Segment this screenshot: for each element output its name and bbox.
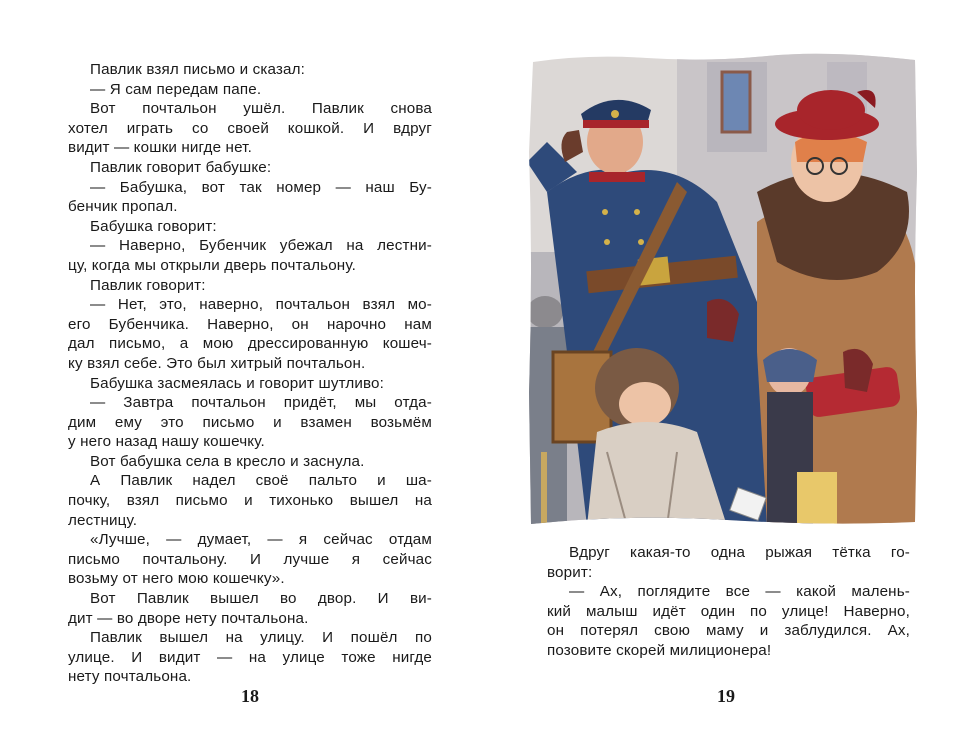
text-line: видит — кошки нигде нет. — [68, 139, 252, 157]
text-line: его Бубенчика. Наверно, он нарочно нам — [68, 315, 432, 333]
text-line: Бабушка засмеялась и говорит шутливо: — [90, 374, 385, 392]
text-line: хотел играть со своей кошкой. И вдруг — [68, 119, 432, 137]
left-page-text — [68, 60, 432, 687]
text-line: кий малыш идёт один по улице! Наверно, — [547, 602, 910, 620]
text-line: Вдруг какая-то одна рыжая тётка го- — [569, 544, 910, 561]
text-line: Бабушка говорит: — [90, 217, 217, 235]
right-page — [489, 0, 978, 732]
building-window — [722, 72, 750, 132]
right-page-text — [547, 543, 910, 661]
text-line: — Я сам передам папе. — [90, 80, 262, 98]
text-line: возьму от него мою кошечку». — [68, 570, 285, 588]
text-line: Павлик говорит: — [90, 276, 206, 294]
text-line: у него назад нашу кошечку. — [68, 433, 265, 451]
text-line: дал письмо, а мою дрессированную кошеч- — [68, 335, 432, 353]
text-line: он потерял свою маму и заблудился. Ах, — [547, 622, 910, 640]
text-line: Вот почтальон ушёл. Павлик снова — [90, 100, 432, 118]
text-line: цу, когда мы открыли дверь почтальону. — [68, 256, 356, 274]
text-line: — Наверно, Бубенчик убежал на лестни- — [90, 237, 432, 255]
text-line: — Завтра почтальон придёт, мы отда- — [90, 394, 432, 412]
text-line: ворит: — [547, 563, 593, 581]
text-line: дим ему это письмо и взамен возьмём — [68, 413, 432, 431]
text-line: — Нет, это, наверно, почтальон взял мо- — [90, 296, 432, 314]
text-line: Павлик вышел на улицу. И пошёл по — [90, 629, 432, 647]
text-line: почку, взял письмо и тихонько вышел на — [68, 492, 432, 510]
text-line: «Лучше, — думает, — я сейчас отдам — [90, 531, 432, 549]
text-line: позовите скорей милиционера! — [547, 641, 772, 659]
text-line: письмо почтальону. И лучше я сейчас — [68, 550, 432, 568]
text-line: улице. И видит — на улице тоже нигде — [68, 648, 432, 666]
text-line: бенчик пропал. — [68, 198, 178, 216]
text-line: Павлик взял письмо и сказал: — [90, 61, 306, 78]
text-line: А Павлик надел своё пальто и ша- — [90, 472, 432, 490]
text-line: нету почтальона. — [68, 668, 192, 686]
page-number-right: 19 — [717, 686, 735, 706]
text-line: Вот Павлик вышел во двор. И ви- — [90, 590, 432, 608]
text-line: — Ах, поглядите все — какой малень- — [569, 583, 910, 601]
text-line: лестницу. — [68, 511, 138, 529]
illustration-policeman-boy-woman — [527, 52, 919, 526]
text-line: ку взял себе. Это был хитрый почтальон. — [68, 354, 366, 372]
text-line: дит — во дворе нету почтальона. — [68, 609, 309, 627]
text-line: Вот бабушка села в кресло и заснула. — [90, 452, 365, 470]
text-line: — Бабушка, вот так номер — наш Бу- — [90, 178, 432, 196]
page-number-left: 18 — [241, 686, 259, 706]
text-line: Павлик говорит бабушке: — [90, 158, 272, 176]
